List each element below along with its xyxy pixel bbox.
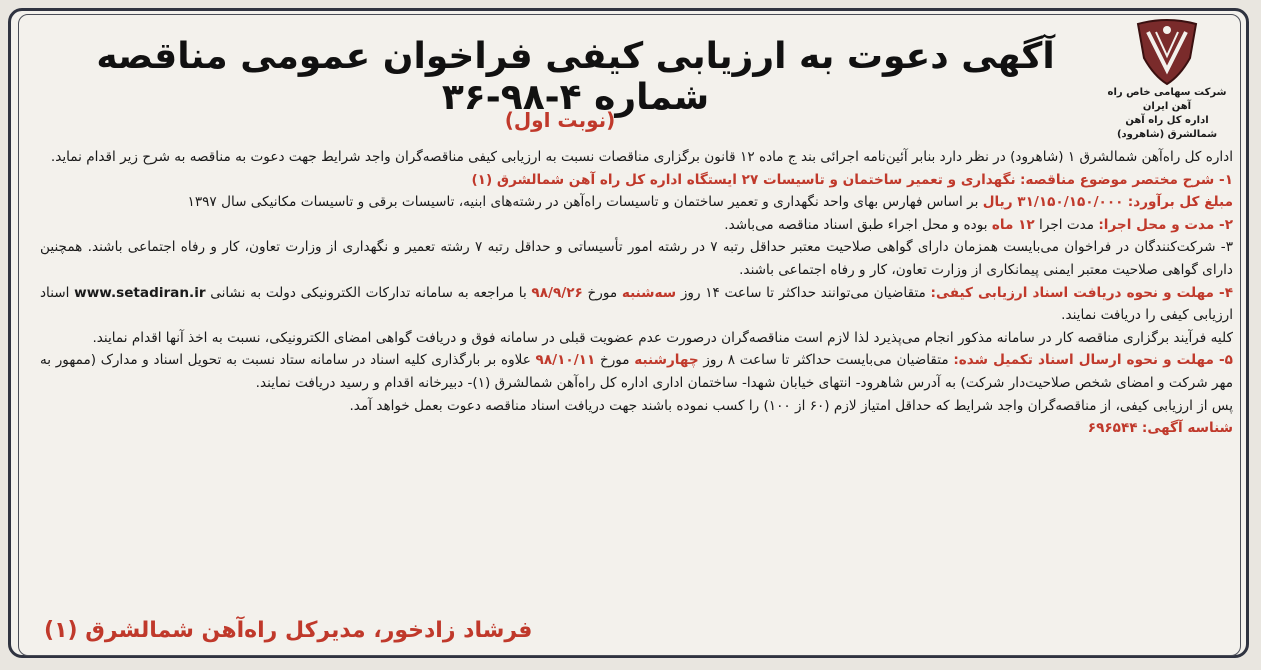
section-4-text-b: مورخ xyxy=(587,284,618,301)
section-5-text-b: مورخ xyxy=(599,352,630,369)
section-4-day: سه‌شنبه xyxy=(621,284,677,301)
section-5-text-c: علاوه بر بارگذاری کلیه اسناد در سامانه ستاد نسبت به تحویل اسناد و مدارک (ممهور به مهر شرکت و امضای شخص صلاحیت‌دار شرکت) به آدرس شاهرود- انتهای خیابان شهدا- ساختمان اداری اداره کل راه‌آهن شمالشرق (۱)- دبیرخانه اقدام و رسید دریافت نمایند. xyxy=(40,352,1233,391)
section-4-date: ۹۸/۹/۲۶ xyxy=(531,284,583,301)
estimate-paragraph xyxy=(40,191,1233,214)
ad-id-value: ۶۹۶۵۴۴ xyxy=(1087,420,1138,437)
closing-paragraph: پس از ارزیابی کیفی، از مناقصه‌گران واجد شرایط که حداقل امتیاز لازم (۶۰ از ۱۰۰) را کسب نموده باشند جهت دریافت اسناد مناقصه دعوت بعمل خواهد آمد. xyxy=(349,397,1233,414)
notice-title: آگهی دعوت به ارزیابی کیفی فراخوان عمومی مناقصه شماره ۴-۹۸-۳۶ xyxy=(96,36,1055,118)
section-3: ۳- شرکت‌کنندگان در فراخوان می‌بایست همزمان دارای گواهی صلاحیت معتبر حداقل رتبه ۷ در رشته امور تأسیساتی و حداقل رتبه ۷ رشته تعمیر و نگهداری از وزارت تعاون، کار و رفاه اجتماعی باشند. همچنین دارای گواهی صلاحیت معتبر ایمنی پیمانکاری از وزارت تعاون، کار و رفاه اجتماعی باشند. xyxy=(40,239,1233,278)
section-2-duration: ۱۲ ماه xyxy=(991,216,1035,233)
section-4-text-d: اسناد ارزیابی کیفی را دریافت نمایند. xyxy=(40,284,1233,324)
section-2-label: ۲- مدت و محل اجرا: xyxy=(1098,216,1233,233)
section-4-text-a: متقاضیان می‌توانند حداکثر تا ساعت ۱۴ روز xyxy=(680,284,926,301)
notice-body xyxy=(40,146,1233,440)
setadiran-link[interactable]: www.setadiran.ir xyxy=(74,284,206,301)
section-5-day: چهارشنبه xyxy=(634,352,699,369)
ad-id xyxy=(40,417,1233,440)
intro-paragraph: اداره کل راه‌آهن شمالشرق ۱ (شاهرود) در نظر دارد بنابر آئین‌نامه اجرائی بند ج ماده ۱۲ قانون برگزاری مناقصات نسبت به ارزیابی کیفی مناقصه‌گران واجد شرایط جهت دعوت به مناقصه به شرح زیر اقدام نماید. xyxy=(50,149,1233,165)
estimate-label: مبلغ کل برآورد: xyxy=(1127,194,1233,211)
section-5 xyxy=(40,349,1233,394)
estimate-text: بر اساس فهارس بهای واحد نگهداری و تعمیر ساختمان و تاسیسات راه‌آهن در رشته‌های ابنیه، تاسیسات برقی و تاسیسات مکانیکی سال ۱۳۹۷ xyxy=(187,194,979,211)
section-4-text-c: با مراجعه به سامانه تدارکات الکترونیکی دولت به نشانی xyxy=(210,284,527,301)
section-2 xyxy=(40,214,1233,237)
org-name-line1: شرکت سهامی خاص راه آهن ایران xyxy=(1107,87,1227,112)
section-1 xyxy=(40,169,1233,192)
signature: فرشاد زادخور، مدیرکل راه‌آهن شمالشرق (۱) xyxy=(44,618,533,643)
ad-id-label: شناسه آگهی: xyxy=(1141,420,1233,437)
section-2-text-b: بوده و محل اجراء طبق اسناد مناقصه می‌باشد. xyxy=(724,216,988,233)
section-4-label: ۴- مهلت و نحوه دریافت اسناد ارزیابی کیفی: xyxy=(930,284,1233,301)
estimate-amount: ۳۱/۱۵۰/۱۵۰/۰۰۰ ریال xyxy=(982,194,1124,211)
section-5-text-a: متقاضیان می‌بایست حداکثر تا ساعت ۸ روز xyxy=(703,352,949,369)
org-name-line2: اداره کل راه آهن شمالشرق (شاهرود) xyxy=(1116,115,1218,140)
section-2-text-a: مدت اجرا xyxy=(1039,216,1095,233)
section-1-value: نگهداری و تعمیر ساختمان و تاسیسات ۲۷ ایستگاه اداره کل راه آهن شمالشرق (۱) xyxy=(471,171,1016,188)
section-1-label: ۱- شرح مختصر موضوع مناقصه: xyxy=(1019,171,1233,188)
notice-round: (نوبت اول) xyxy=(504,108,616,132)
section-5-label: ۵- مهلت و نحوه ارسال اسناد تکمیل شده: xyxy=(953,352,1233,369)
railway-emblem-icon xyxy=(1132,18,1202,86)
railway-logo xyxy=(1101,18,1233,140)
section-5-date: ۹۸/۱۰/۱۱ xyxy=(535,352,596,369)
section-4-paragraph-2: کلیه فرآیند برگزاری مناقصه کار در سامانه مذکور انجام می‌پذیرد لذا لازم است مناقصه‌گران درصورت عدم عضویت قبلی در سامانه فوق و دریافت گواهی امضای الکترونیکی، نسبت به اخذ آنها اقدام نمایند. xyxy=(92,329,1233,346)
section-4 xyxy=(40,282,1233,327)
